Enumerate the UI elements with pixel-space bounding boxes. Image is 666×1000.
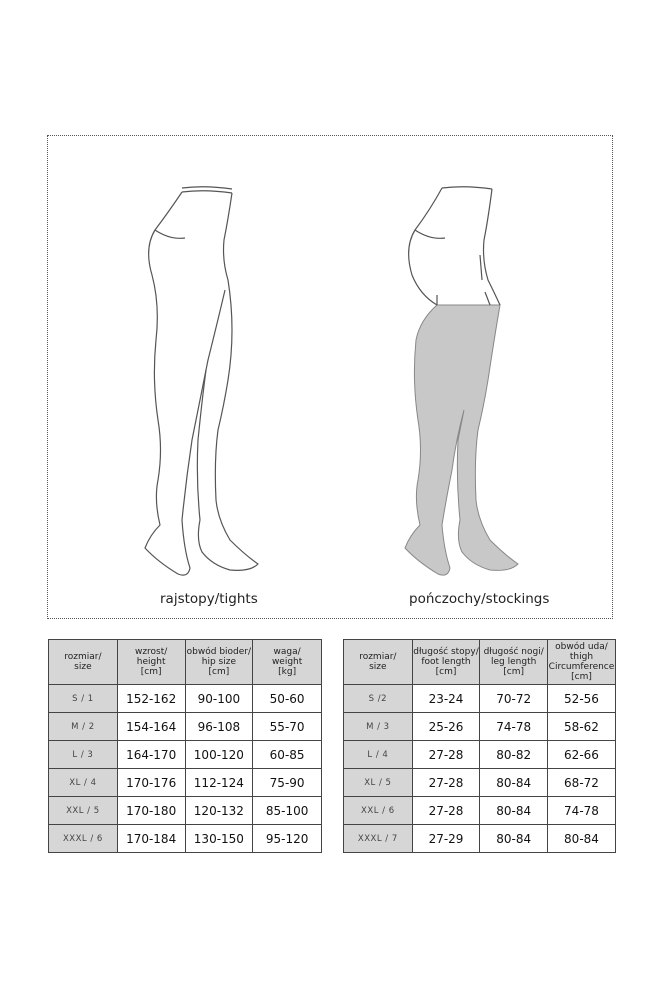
header-leg-length: długość nogi/ leg length [cm] — [480, 640, 548, 685]
table-cell: 27-28 — [412, 797, 480, 825]
table-row — [49, 797, 322, 825]
table-cell: 80-82 — [480, 741, 548, 769]
table-cell: 80-84 — [480, 769, 548, 797]
size-cell: XL / 5 — [344, 769, 413, 797]
size-cell: M / 3 — [344, 713, 413, 741]
size-cell: S /2 — [344, 685, 413, 713]
table-row — [344, 769, 616, 797]
table-cell: 68-72 — [547, 769, 615, 797]
table-row — [344, 741, 616, 769]
header-foot-length: długość stopy/ foot length [cm] — [412, 640, 480, 685]
table-cell: 80-84 — [547, 825, 615, 853]
header-height: wzrost/ height [cm] — [117, 640, 185, 685]
stockings-illustration — [390, 180, 540, 580]
table-cell: 112-124 — [185, 769, 253, 797]
table-cell: 25-26 — [412, 713, 480, 741]
table-cell: 23-24 — [412, 685, 480, 713]
table-cell: 70-72 — [480, 685, 548, 713]
table-cell: 55-70 — [253, 713, 322, 741]
table-header-row — [344, 640, 616, 685]
table-cell: 85-100 — [253, 797, 322, 825]
table-cell: 96-108 — [185, 713, 253, 741]
table-row — [49, 713, 322, 741]
header-size: rozmiar/ size — [49, 640, 118, 685]
size-cell: L / 4 — [344, 741, 413, 769]
table-cell: 74-78 — [547, 797, 615, 825]
table-cell: 164-170 — [117, 741, 185, 769]
table-row — [344, 713, 616, 741]
header-size: rozmiar/ size — [344, 640, 413, 685]
table-row — [49, 685, 322, 713]
table-row — [344, 685, 616, 713]
table-cell: 62-66 — [547, 741, 615, 769]
size-cell: XXXL / 7 — [344, 825, 413, 853]
table-row — [344, 825, 616, 853]
table-cell: 130-150 — [185, 825, 253, 853]
size-cell: XXL / 5 — [49, 797, 118, 825]
table-cell: 95-120 — [253, 825, 322, 853]
tights-size-table — [48, 639, 322, 853]
table-cell: 27-28 — [412, 741, 480, 769]
stockings-caption: pończochy/stockings — [409, 591, 550, 607]
size-cell: XXL / 6 — [344, 797, 413, 825]
tights-illustration — [130, 180, 280, 580]
size-cell: XL / 4 — [49, 769, 118, 797]
table-row — [49, 741, 322, 769]
size-cell: XXXL / 6 — [49, 825, 118, 853]
table-row — [49, 769, 322, 797]
table-cell: 170-176 — [117, 769, 185, 797]
table-cell: 58-62 — [547, 713, 615, 741]
table-cell: 80-84 — [480, 797, 548, 825]
table-cell: 170-184 — [117, 825, 185, 853]
table-cell: 75-90 — [253, 769, 322, 797]
table-cell: 154-164 — [117, 713, 185, 741]
table-cell: 120-132 — [185, 797, 253, 825]
table-header-row — [49, 640, 322, 685]
table-cell: 52-56 — [547, 685, 615, 713]
header-thigh-circumference: obwód uda/ thigh Circumference [cm] — [547, 640, 615, 685]
table-cell: 74-78 — [480, 713, 548, 741]
table-row — [49, 825, 322, 853]
size-cell: L / 3 — [49, 741, 118, 769]
size-cell: S / 1 — [49, 685, 118, 713]
table-row — [344, 797, 616, 825]
table-cell: 50-60 — [253, 685, 322, 713]
table-cell: 27-28 — [412, 769, 480, 797]
table-cell: 60-85 — [253, 741, 322, 769]
stockings-size-table — [343, 639, 616, 853]
table-cell: 170-180 — [117, 797, 185, 825]
table-cell: 80-84 — [480, 825, 548, 853]
table-cell: 90-100 — [185, 685, 253, 713]
table-cell: 27-29 — [412, 825, 480, 853]
size-cell: M / 2 — [49, 713, 118, 741]
table-cell: 152-162 — [117, 685, 185, 713]
header-weight: waga/ weight [kg] — [253, 640, 322, 685]
tights-caption: rajstopy/tights — [160, 591, 258, 607]
table-cell: 100-120 — [185, 741, 253, 769]
header-hip-size: obwód bioder/ hip size [cm] — [185, 640, 253, 685]
